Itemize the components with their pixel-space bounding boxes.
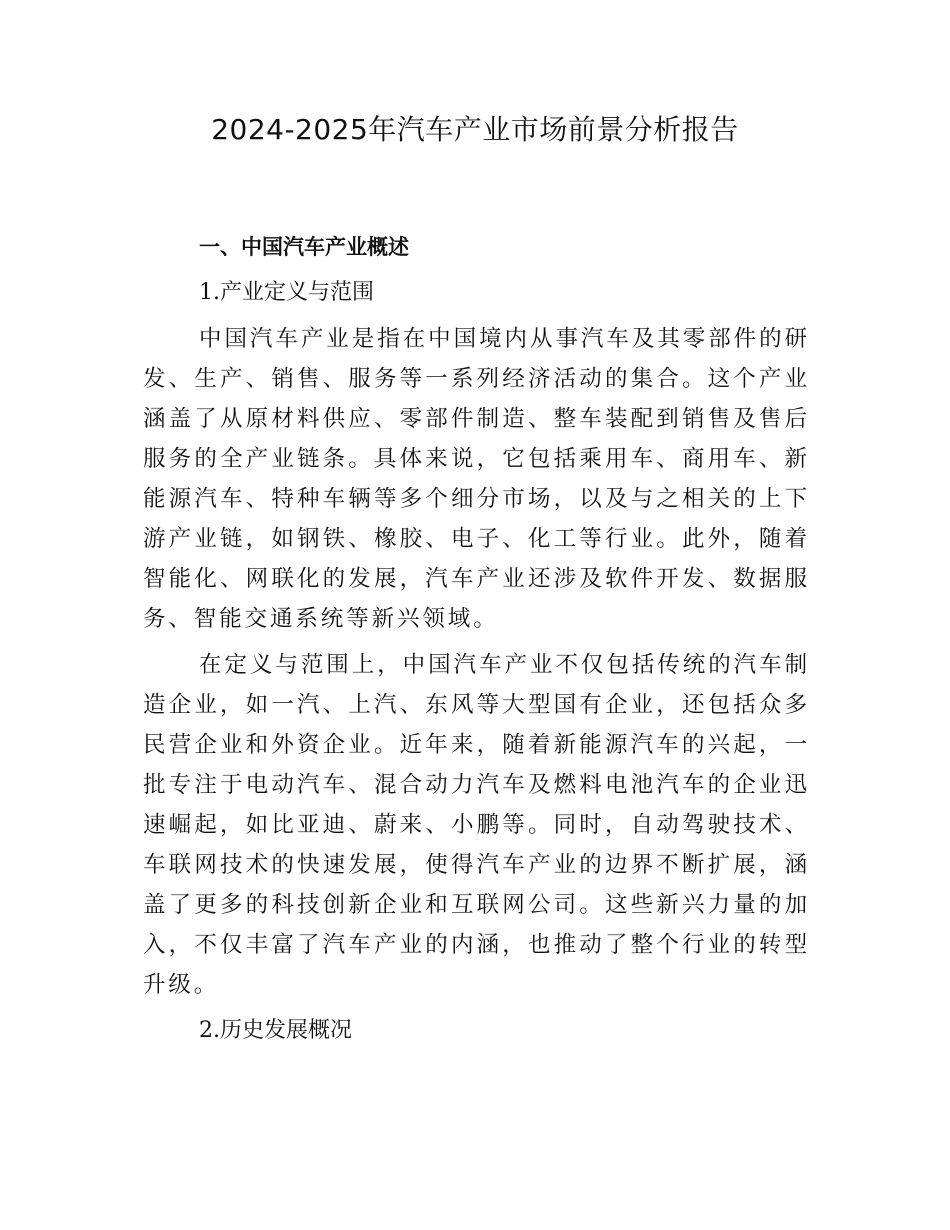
subsection-heading: 1.产业定义与范围 (199, 280, 374, 305)
document-title: 2024-2025年汽车产业市场前景分析报告 (211, 113, 739, 146)
body-paragraph: 中国汽车产业是指在中国境内从事汽车及其零部件的研发、生产、销售、服务等一系列经济活动的集合。这个产业涵盖了从原材料供应、零部件制造、整车装配到销售及售后服务的全产业链条。具体来说，它包括乘用车、商用车、新能源汽车、特种车辆等多个细分市场，以及与之相关的上下游产业链，如钢铁、橡胶、电子、化工等行业。此外，随着智能化、网联化的发展，汽车产业还涉及软件开发、数据服务、智能交通系统等新兴领域。 (143, 326, 810, 632)
subsection-heading: 2.历史发展概况 (199, 1018, 352, 1043)
body-paragraph: 在定义与范围上，中国汽车产业不仅包括传统的汽车制造企业，如一汽、上汽、东风等大型国有企业，还包括众多民营企业和外资企业。近年来，随着新能源汽车的兴起，一批专注于电动汽车、混合动力汽车及燃料电池汽车的企业迅速崛起，如比亚迪、蔚来、小鹏等。同时，自动驾驶技术、车联网技术的快速发展，使得汽车产业的边界不断扩展，涵盖了更多的科技创新企业和互联网公司。这些新兴力量的加入，不仅丰富了汽车产业的内涵，也推动了整个行业的转型升级。 (143, 652, 810, 998)
section-heading: 一、中国汽车产业概述 (199, 235, 409, 259)
document-body (143, 227, 810, 1057)
